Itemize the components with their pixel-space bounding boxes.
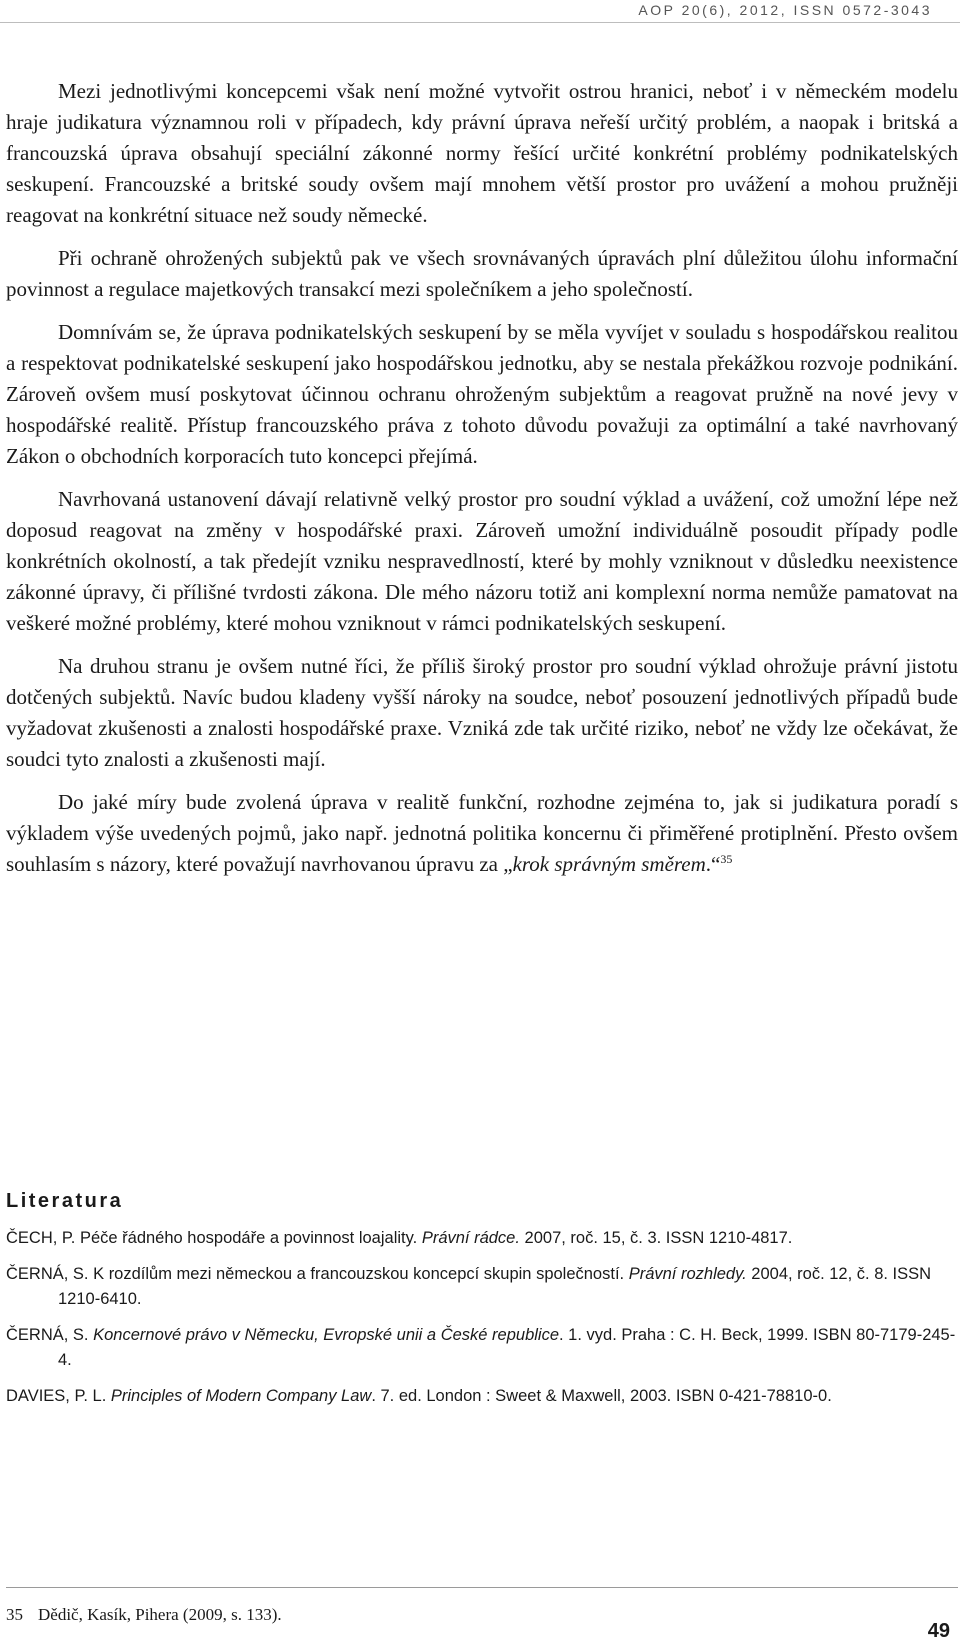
reference-item	[6, 1323, 958, 1373]
quoted-phrase: krok správným směrem	[512, 852, 706, 876]
reference-item	[6, 1226, 958, 1251]
paragraph: Na druhou stranu je ovšem nutné říci, že příliš široký prostor pro soudní výklad ohrožuje právní jistotu dotčených subjektů. Navíc budou kladeny vyšší nároky na soudce, neboť posouzení jednotlivých případů bude vyžadovat zkušenosti a znalosti hospodářské praxe. Vzniká zde tak určité riziko, neboť ne vždy lze očekávat, že soudci tyto znalosti a zkušenosti mají.	[6, 654, 958, 771]
ref-title: Koncernové právo v Německu, Evropské unii a České republice	[93, 1326, 560, 1344]
ref-details: . 1. vyd. Praha : C. H. Beck, 1999. ISBN 80-7179-245-4.	[58, 1326, 956, 1369]
ref-title: Principles of Modern Company Law	[110, 1387, 372, 1405]
ref-details: 2007, roč. 15, č. 3. ISSN 1210-4817.	[519, 1229, 793, 1247]
reference-item	[6, 1262, 958, 1312]
ref-title: Právní rozhledy.	[628, 1265, 747, 1283]
footnote-number: 35	[6, 1605, 23, 1624]
paragraph: Domnívám se, že úprava podnikatelských seskupení by se měla vyvíjet v souladu s hospodářskou realitou a respektovat podnikatelské seskupení jako hospodářskou jednotku, aby se nestala překážkou rozvoje podnikání. Zároveň ovšem musí poskytovat účinnou ochranu ohroženým subjektům a reagovat pružně na nové jevy v hospodářské realitě. Přístup francouzského práva z tohoto důvodu považuji za optimální a také navrhovaný Zákon o obchodních korporacích tuto koncepci přejímá.	[6, 320, 958, 468]
paragraph: Při ochraně ohrožených subjektů pak ve všech srovnávaných úpravách plní důležitou úlohu informační povinnost a regulace majetkových transakcí mezi společníkem a jeho společností.	[6, 246, 958, 301]
article-body	[6, 76, 958, 892]
ref-details: 2004, roč. 12, č. 8. ISSN 1210-6410.	[58, 1265, 932, 1308]
paragraph: Navrhovaná ustanovení dávají relativně velký prostor pro soudní výklad a uvážení, což umožní lépe než doposud reagovat na změny v hospodářské praxi. Zároveň umožní individuálně posoudit případy podle konkrétních okolností, a tak předejít vzniku nespravedlností, které by mohly vzniknout v důsledku neexistence zákonné úpravy, či přílišné tvrdosti zákona. Dle mého názoru totiž ani komplexní norma nemůže pamatovat na veškeré možné problémy, které mohou vzniknout v rámci podnikatelských seskupení.	[6, 487, 958, 635]
literature-heading: Literatura	[6, 1190, 124, 1212]
reference-item	[6, 1384, 958, 1409]
paragraph-last	[6, 787, 958, 880]
ref-text: ČERNÁ, S. K rozdílům mezi německou a francouzskou koncepcí skupin společností.	[6, 1265, 629, 1283]
journal-id: AOP 20(6), 2012, ISSN 0572-3043	[638, 2, 932, 18]
reference-list	[6, 1226, 958, 1420]
ref-title: Právní rádce.	[421, 1229, 520, 1247]
footnote-ref[interactable]: 35	[720, 852, 733, 866]
header-rule	[0, 22, 960, 23]
quote-close: .“	[705, 852, 721, 876]
ref-text: ČERNÁ, S.	[6, 1326, 94, 1344]
page-number: 49	[927, 1620, 950, 1642]
footnote	[6, 1605, 282, 1625]
footnote-divider	[6, 1587, 958, 1588]
ref-text: DAVIES, P. L.	[6, 1387, 111, 1405]
ref-details: . 7. ed. London : Sweet & Maxwell, 2003. ISBN 0-421-78810-0.	[371, 1387, 832, 1405]
ref-text: ČECH, P. Péče řádného hospodáře a povinnost loajality.	[6, 1229, 422, 1247]
paragraph-text: Do jaké míry bude zvolená úprava v realitě funkční, rozhodne zejména to, jak si judikatura poradí s výkladem výše uvedených pojmů, jako např. jednotná politika koncernu či přiměřené protiplnění. Přesto ovšem souhlasím s názory, které považují navrhovanou úpravu za	[6, 790, 958, 876]
quote-open: „	[503, 852, 513, 876]
paragraph: Mezi jednotlivými koncepcemi však není možné vytvořit ostrou hranici, neboť i v německém modelu hraje judikatura významnou roli v případech, kdy právní úprava neřeší určitý problém, a naopak i britská a francouzská úprava obsahují speciální zákonné normy řešící určité konkrétní problémy podnikatelských seskupení. Francouzské a britské soudy ovšem mají mnohem větší prostor pro uvážení a mohou pružněji reagovat na konkrétní situace než soudy německé.	[6, 79, 958, 227]
footnote-text: Dědič, Kasík, Pihera (2009, s. 133).	[38, 1605, 282, 1624]
